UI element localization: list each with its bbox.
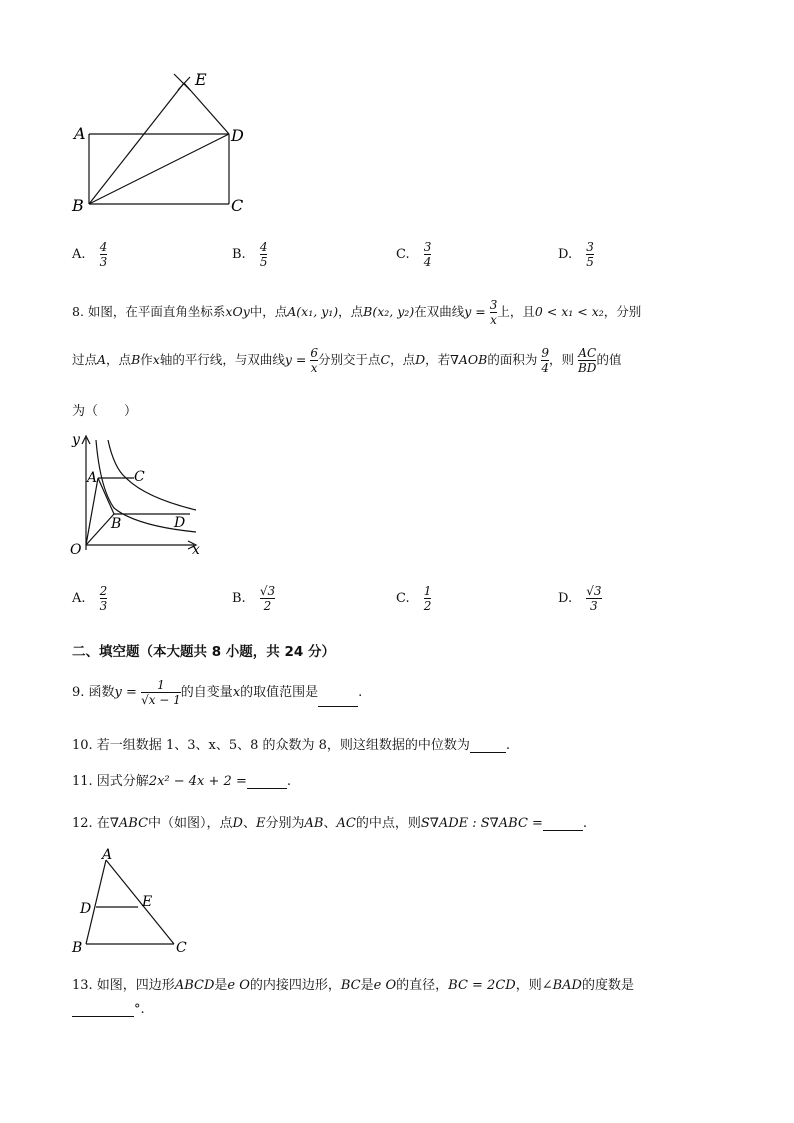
q7-option-d: D. $\frac{3}{5}$ (558, 240, 594, 269)
q9-answer-blank[interactable] (318, 694, 358, 707)
q8-option-d: D. $\frac{√3}{3}$ (558, 584, 602, 613)
q8-option-a: A. $\frac{2}{3}$ (72, 584, 108, 613)
rectangle-figure (60, 60, 260, 220)
graph-label-C: C (134, 469, 145, 485)
q8-line2: 过点A，点B作x轴的平行线，与双曲线y = $\frac{6}{x}$ 分别交于点C，点D，若∇AOB的面积为 $\frac{9}{4}$ ，则 $\frac{AC}{BD}$ 的值 (72, 346, 622, 375)
tri-label-A: A (102, 847, 113, 863)
q12: 12. 在∇ABC中（如图），点D、E分别为AB、AC的中点，则S∇ADE : S∇ABC = . (72, 816, 588, 831)
q10-answer-blank[interactable] (470, 740, 506, 753)
label-D: D (231, 126, 244, 145)
q12-answer-blank[interactable] (543, 818, 583, 831)
q8-line3: 为（ ） (72, 404, 138, 419)
q13-line2: °. (72, 1002, 145, 1017)
label-E: E (195, 70, 207, 89)
q13-line1: 13. 如图，四边形ABCD是e O的内接四边形，BC是e O的直径，BC = 2CD，则∠BAD的度数是 (72, 978, 634, 993)
q7-option-a: A. $\frac{4}{3}$ (72, 240, 108, 269)
q8-line1: 8. 如图，在平面直角坐标系xOy中，点A(x₁, y₁)，点B(x₂, y₂)在双曲线y = $\frac{3}{x}$ 上，且0 < x₁ < x₂，分别 (72, 298, 642, 327)
q11: 11. 因式分解2x² − 4x + 2 = . (72, 774, 291, 789)
tri-label-B: B (72, 940, 83, 956)
q9: 9. 函数y = $\frac{1}{√x - 1}$ 的自变量x的取值范围是 . (72, 678, 363, 707)
hyperbola-graph-figure (66, 428, 216, 560)
q13-answer-blank[interactable] (72, 1004, 134, 1017)
graph-label-y: y (72, 432, 80, 448)
q11-answer-blank[interactable] (247, 776, 287, 789)
q8-option-c: C. $\frac{1}{2}$ (396, 584, 432, 613)
graph-label-D: D (174, 515, 186, 531)
graph-label-B: B (111, 516, 122, 532)
q8-option-b: B. $\frac{√3}{2}$ (232, 584, 276, 613)
q10: 10. 若一组数据 1、3、x、5、8 的众数为 8，则这组数据的中位数为 . (72, 738, 511, 753)
tri-label-E: E (142, 894, 153, 910)
label-C: C (231, 196, 244, 215)
q7-option-c: C. $\frac{3}{4}$ (396, 240, 432, 269)
section-heading: 二、填空题（本大题共 8 小题，共 24 分） (72, 644, 335, 660)
graph-label-A: A (87, 470, 98, 486)
triangle-figure (66, 846, 196, 958)
tri-label-C: C (176, 940, 187, 956)
label-B: B (72, 196, 84, 215)
graph-label-x: x (192, 542, 200, 558)
q7-option-b: B. $\frac{4}{5}$ (232, 240, 268, 269)
tri-label-D: D (80, 901, 92, 917)
graph-label-O: O (70, 542, 82, 558)
label-A: A (74, 124, 86, 143)
